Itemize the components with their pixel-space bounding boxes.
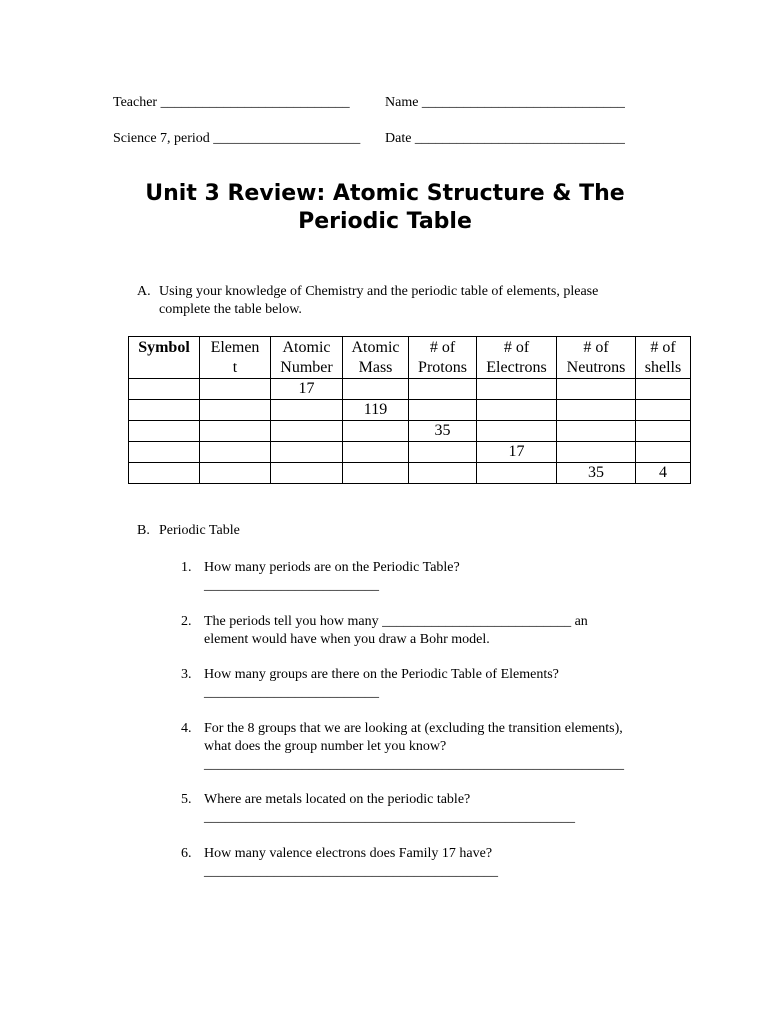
table-cell[interactable]	[557, 379, 636, 400]
table-cell[interactable]	[129, 421, 200, 442]
section-b-marker: B.	[137, 523, 150, 538]
table-cell[interactable]	[557, 421, 636, 442]
table-cell[interactable]	[129, 400, 200, 421]
table-cell[interactable]	[129, 379, 200, 400]
table-cell[interactable]	[200, 400, 271, 421]
table-cell[interactable]	[343, 442, 409, 463]
answer-line[interactable]: _________________________	[204, 578, 379, 593]
date-field: Date ______________________________	[385, 131, 625, 146]
table-cell[interactable]	[271, 421, 343, 442]
table-cell[interactable]	[200, 463, 271, 484]
header-element: Elemen t	[200, 337, 271, 379]
table-cell: 35	[557, 463, 636, 484]
question-number: 3.	[181, 667, 192, 682]
title-line-1: Unit 3 Review: Atomic Structure & The	[145, 181, 625, 206]
question-text: How many periods are on the Periodic Table?	[204, 560, 460, 575]
table-cell[interactable]	[343, 463, 409, 484]
table-cell[interactable]	[636, 400, 691, 421]
table-cell[interactable]	[200, 442, 271, 463]
header-protons: # of Protons	[409, 337, 477, 379]
table-cell[interactable]	[409, 463, 477, 484]
table-cell[interactable]	[409, 442, 477, 463]
question-number: 6.	[181, 846, 192, 861]
answer-line[interactable]: __________________________________________	[204, 864, 498, 879]
table-cell[interactable]	[271, 463, 343, 484]
table-cell[interactable]	[409, 379, 477, 400]
header-electrons: # of Electrons	[477, 337, 557, 379]
answer-line[interactable]: _____________________________________________________	[204, 810, 575, 825]
table-row	[129, 442, 691, 463]
question-number: 2.	[181, 614, 192, 629]
science-period-field: Science 7, period _____________________	[113, 131, 361, 146]
question-text: Where are metals located on the periodic table?	[204, 792, 471, 807]
element-table	[128, 336, 691, 484]
table-cell[interactable]	[129, 463, 200, 484]
table-cell: 17	[477, 442, 557, 463]
table-cell[interactable]	[477, 400, 557, 421]
table-header-row	[129, 337, 691, 379]
section-b-title: Periodic Table	[159, 523, 240, 538]
question-number: 4.	[181, 721, 192, 736]
answer-line[interactable]: ____________________________________________________________	[204, 757, 624, 772]
table-row	[129, 463, 691, 484]
table-cell[interactable]	[200, 379, 271, 400]
table-cell[interactable]	[636, 421, 691, 442]
table-cell[interactable]	[636, 442, 691, 463]
section-a-marker: A.	[137, 284, 151, 299]
question-number: 1.	[181, 560, 192, 575]
table-cell: 4	[636, 463, 691, 484]
title-line-2: Periodic Table	[298, 209, 472, 234]
table-cell[interactable]	[477, 463, 557, 484]
section-a-line-2: complete the table below.	[159, 302, 302, 317]
table-cell[interactable]	[477, 379, 557, 400]
table-cell[interactable]	[343, 421, 409, 442]
question-text-continued: what does the group number let you know?	[204, 739, 447, 754]
question-text: How many groups are there on the Periodic Table of Elements?	[204, 667, 559, 682]
header-symbol: Symbol	[129, 337, 200, 379]
table-cell: 119	[343, 400, 409, 421]
table-cell: 35	[409, 421, 477, 442]
table-cell[interactable]	[129, 442, 200, 463]
table-cell[interactable]	[557, 400, 636, 421]
table-cell[interactable]	[557, 442, 636, 463]
table-cell[interactable]	[409, 400, 477, 421]
header-shells: # of shells	[636, 337, 691, 379]
question-text: For the 8 groups that we are looking at (excluding the transition elements),	[204, 721, 623, 736]
question-number: 5.	[181, 792, 192, 807]
table-cell[interactable]	[271, 442, 343, 463]
answer-line[interactable]: _________________________	[204, 685, 379, 700]
question-text[interactable]: The periods tell you how many ___________________________ an	[204, 614, 588, 629]
table-cell[interactable]	[271, 400, 343, 421]
teacher-field: Teacher ___________________________	[113, 95, 350, 110]
table-row	[129, 421, 691, 442]
table-cell[interactable]	[343, 379, 409, 400]
header-atomic-number: Atomic Number	[271, 337, 343, 379]
table-cell[interactable]	[200, 421, 271, 442]
header-atomic-mass: Atomic Mass	[343, 337, 409, 379]
table-cell[interactable]	[636, 379, 691, 400]
table-row	[129, 379, 691, 400]
section-a-line-1: Using your knowledge of Chemistry and the periodic table of elements, please	[159, 284, 599, 299]
table-cell[interactable]	[477, 421, 557, 442]
header-neutrons: # of Neutrons	[557, 337, 636, 379]
page-title	[100, 180, 670, 236]
question-text: How many valence electrons does Family 17 have?	[204, 846, 493, 861]
table-row	[129, 400, 691, 421]
name-field: Name _____________________________	[385, 95, 625, 110]
table-cell: 17	[271, 379, 343, 400]
question-text-continued: element would have when you draw a Bohr model.	[204, 632, 490, 647]
